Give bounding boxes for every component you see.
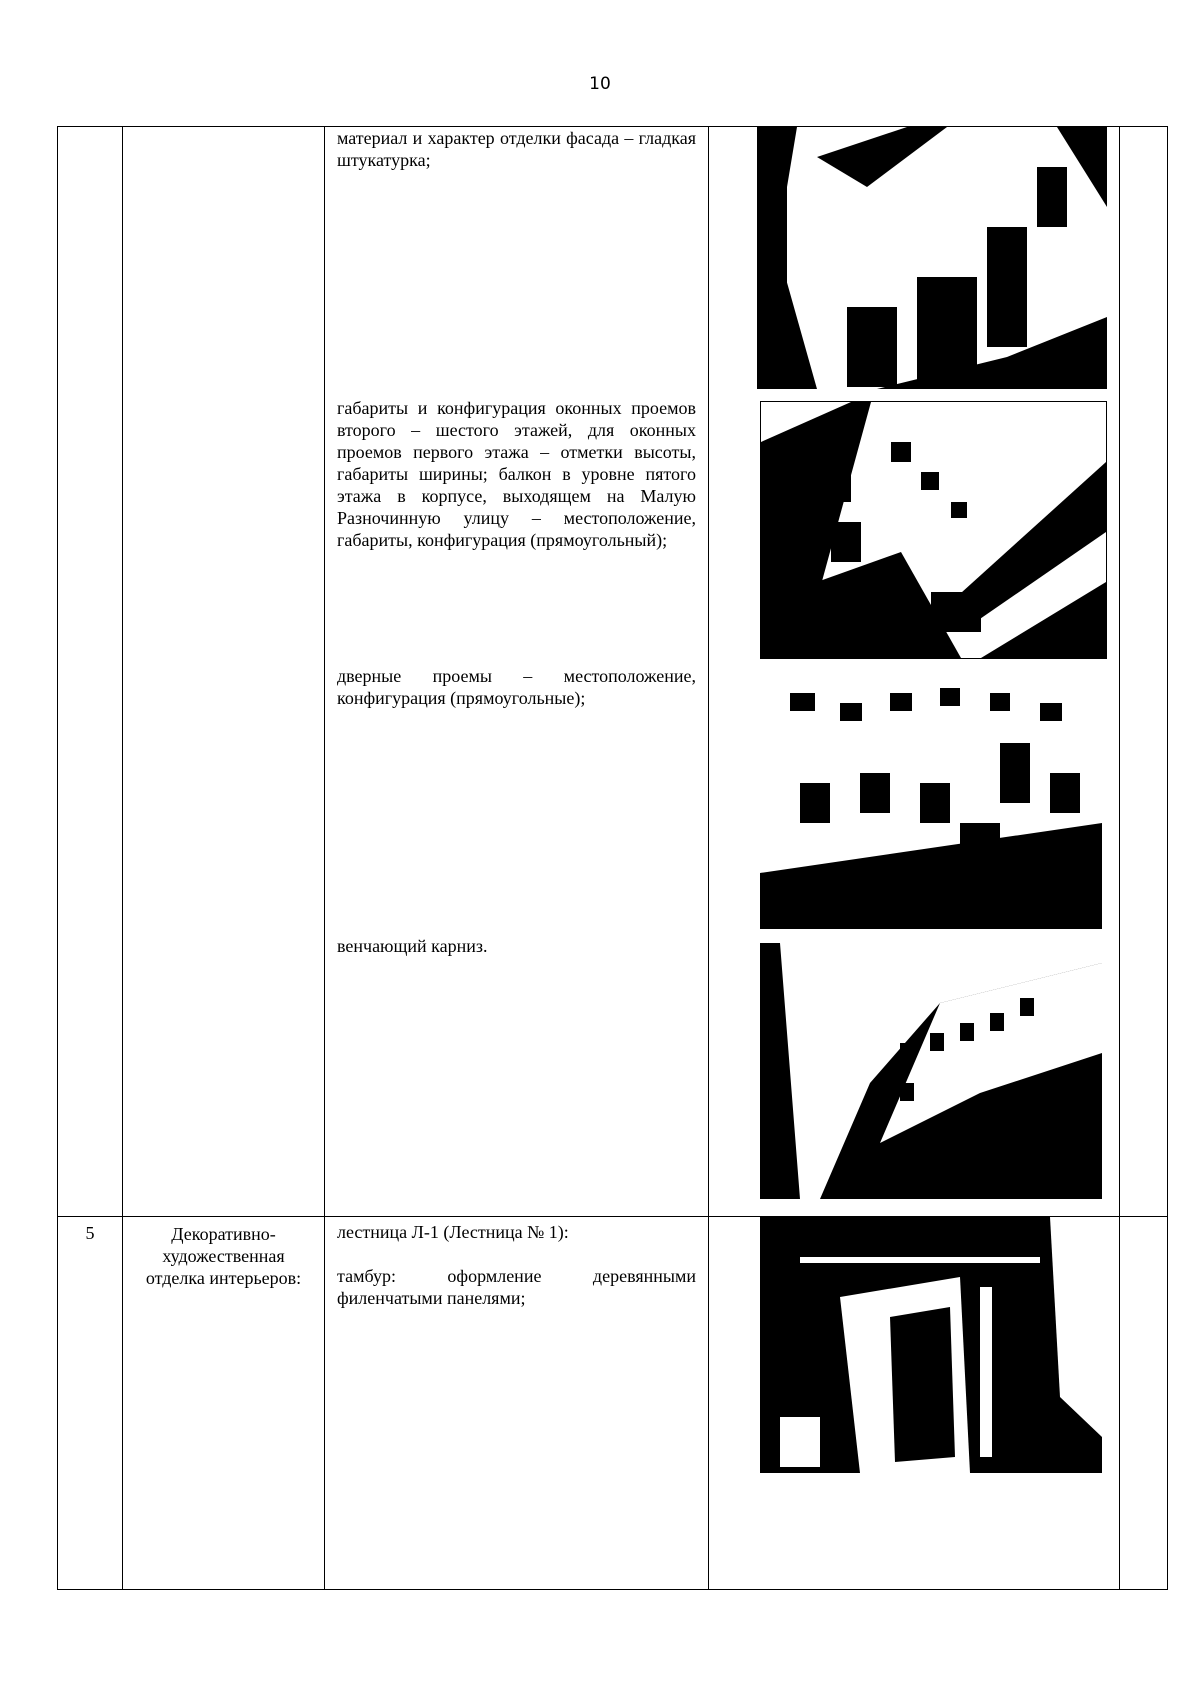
list-item: венчающий карниз. [337,936,488,956]
facade-plaster-photo [757,127,1107,389]
description-cell [325,1217,709,1590]
list-item: тамбур: оформление деревянными филенчатыми панелями; [337,1266,696,1308]
empty-cell [1120,1217,1168,1590]
photos-cell [709,1217,1120,1590]
list-item: лестница Л-1 (Лестница № 1): [337,1222,569,1242]
table-row [58,1217,1168,1590]
list-item: материал и характер отделки фасада – гладкая штукатурка; [337,128,696,170]
window-openings-photo [760,401,1107,659]
description-cell [325,127,709,1217]
door-openings-photo [760,673,1102,929]
photos-cell [709,127,1120,1217]
row-number-cell: 5 [58,1217,123,1590]
vestibule-photo [760,1217,1102,1473]
list-item: дверные проемы – местоположение, конфигурация (прямоугольные); [337,666,696,708]
row-number-cell [58,127,123,1217]
category-cell [123,127,325,1217]
list-item: габариты и конфигурация оконных проемов второго – шестого этажей, для оконных проемов первого этажа – отметки высоты, габариты ширины; балкон в уровне пятого этажа в корпусе, выходящем на Малую Разночинную улицу – местоположение, габариты, конфигурация (прямоугольный); [337,398,696,550]
objects-table [57,126,1168,1590]
category-cell: Декоративно-художественная отделка интерьеров: [123,1217,325,1590]
cornice-photo [760,943,1102,1199]
page-number: 10 [589,74,611,94]
table-row [58,127,1168,1217]
empty-cell [1120,127,1168,1217]
